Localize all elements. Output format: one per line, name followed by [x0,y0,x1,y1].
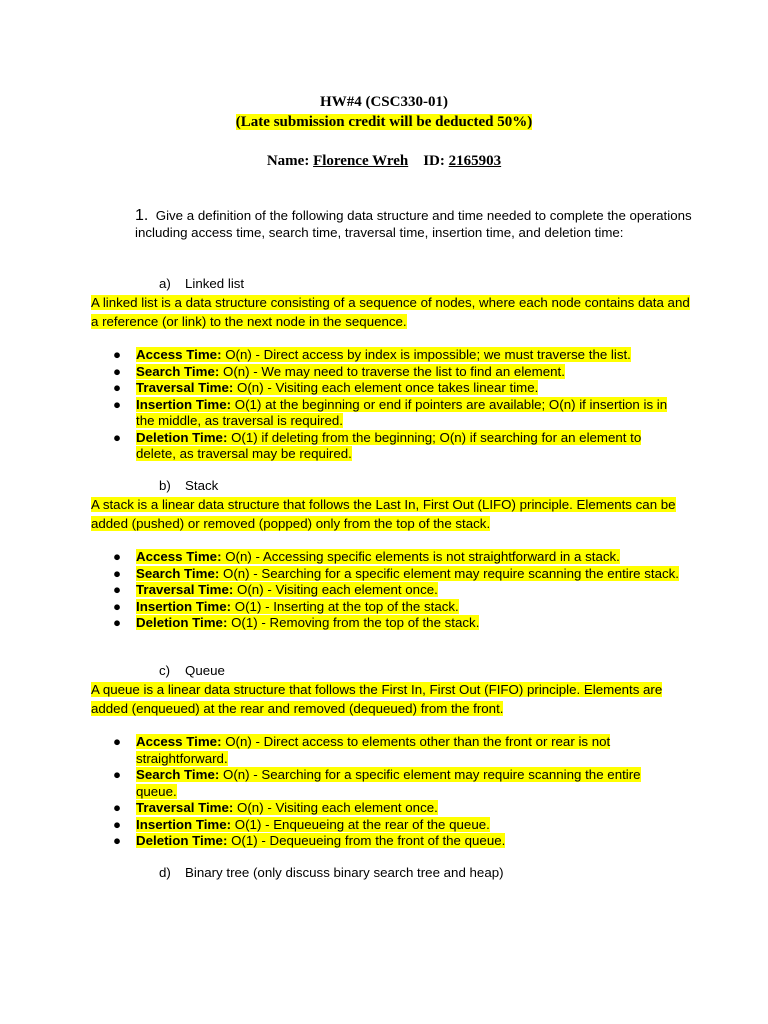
late-notice [0,114,768,131]
subheading-letter: b) [159,478,171,493]
subheading-binary-tree [159,865,504,881]
question-1-text: Give a definition of the following data structure and time needed to complete the operations including access time, search time, traversal time, insertion time, and deletion time: [135,208,692,240]
bullet-icon: ● [113,598,122,614]
question-1 [135,208,695,241]
queue-definition: A queue is a linear data structure that follows the First In, First Out (FIFO) principle. Elements are added (enqueued) at the rear and removed (dequeued) from the front. [91,682,663,716]
bullet-icon: ● [113,734,122,749]
id-label: ID: [423,153,445,169]
homework-title: HW#4 (CSC330-01) [320,94,448,110]
bullet-icon: ● [113,833,122,848]
list-item: ● Traversal Time: O(n) - Visiting each element once takes linear time. [113,380,539,395]
subheading-text: Stack [185,478,219,493]
list-item: ● Deletion Time: O(1) - Dequeueing from the front of the queue. [113,833,506,848]
student-info-line [0,153,768,170]
name-label: Name: [266,153,310,169]
bullet-icon: ● [113,565,122,581]
list-item: ● Search Time: O(n) - We may need to traverse the list to find an element. [113,363,565,379]
bullet-icon: ● [113,347,122,362]
bullet-icon: ● [113,549,122,564]
bullet-icon: ● [113,800,122,815]
list-item: ● Traversal Time: O(n) - Visiting each element once. [113,582,438,597]
subheading-text: Queue [185,663,225,678]
list-item: ● Access Time: O(n) - Direct access by index is impossible; we must traverse the list. [113,347,631,362]
subheading-stack [159,478,218,494]
bullet-icon: ● [113,396,122,412]
bullet-icon: ● [113,429,122,445]
stack-complexity-list [113,549,683,632]
subheading-letter: d) [159,865,171,880]
question-1-number: 1. [135,207,149,224]
list-item: ● Access Time: O(n) - Accessing specific elements is not straightforward in a stack. [113,549,620,564]
student-id: 2165903 [448,153,502,169]
subheading-letter: c) [159,663,171,678]
bullet-icon: ● [113,380,122,395]
late-notice-text: (Late submission credit will be deducted 50%) [235,114,533,130]
queue-complexity-list [113,734,683,850]
linked-list-definition: A linked list is a data structure consisting of a sequence of nodes, where each node contains data and a reference (or link) to the next node in the sequence. [91,295,690,329]
subheading-text: Binary tree (only discuss binary search tree and heap) [185,865,504,880]
subheading-linked-list [159,276,244,292]
subheading-queue [159,663,225,679]
list-item: ● Search Time: O(n) - Searching for a specific element may require scanning the entire queue. [113,767,641,799]
subheading-text: Linked list [185,276,245,291]
bullet-icon: ● [113,767,122,782]
list-item: ● Deletion Time: O(1) if deleting from the beginning; O(n) if searching for an element to delete, as traversal may be required. [113,429,642,461]
list-item: ● Deletion Time: O(1) - Removing from the top of the stack. [113,615,480,630]
list-item: ● Insertion Time: O(1) at the beginning or end if pointers are available; O(n) if insertion is in the middle, as traversal is required. [113,396,668,428]
list-item: ● Insertion Time: O(1) - Enqueueing at the rear of the queue. [113,816,490,832]
list-item: ● Insertion Time: O(1) - Inserting at the top of the stack. [113,598,459,614]
linked-list-complexity-list [113,347,683,463]
bullet-icon: ● [113,582,122,597]
subheading-letter: a) [159,276,171,291]
list-item: ● Search Time: O(n) - Searching for a specific element may require scanning the entire stack. [113,565,679,581]
bullet-icon: ● [113,816,122,832]
bullet-icon: ● [113,615,122,630]
stack-definition: A stack is a linear data structure that follows the Last In, First Out (LIFO) principle. Elements can be added (pushed) or removed (popped) only from the top of the stack. [91,497,676,531]
list-item: ● Traversal Time: O(n) - Visiting each element once. [113,800,438,815]
bullet-icon: ● [113,363,122,379]
list-item: ● Access Time: O(n) - Direct access to elements other than the front or rear is not straightforward. [113,734,611,766]
student-name: Florence Wreh [313,153,409,169]
